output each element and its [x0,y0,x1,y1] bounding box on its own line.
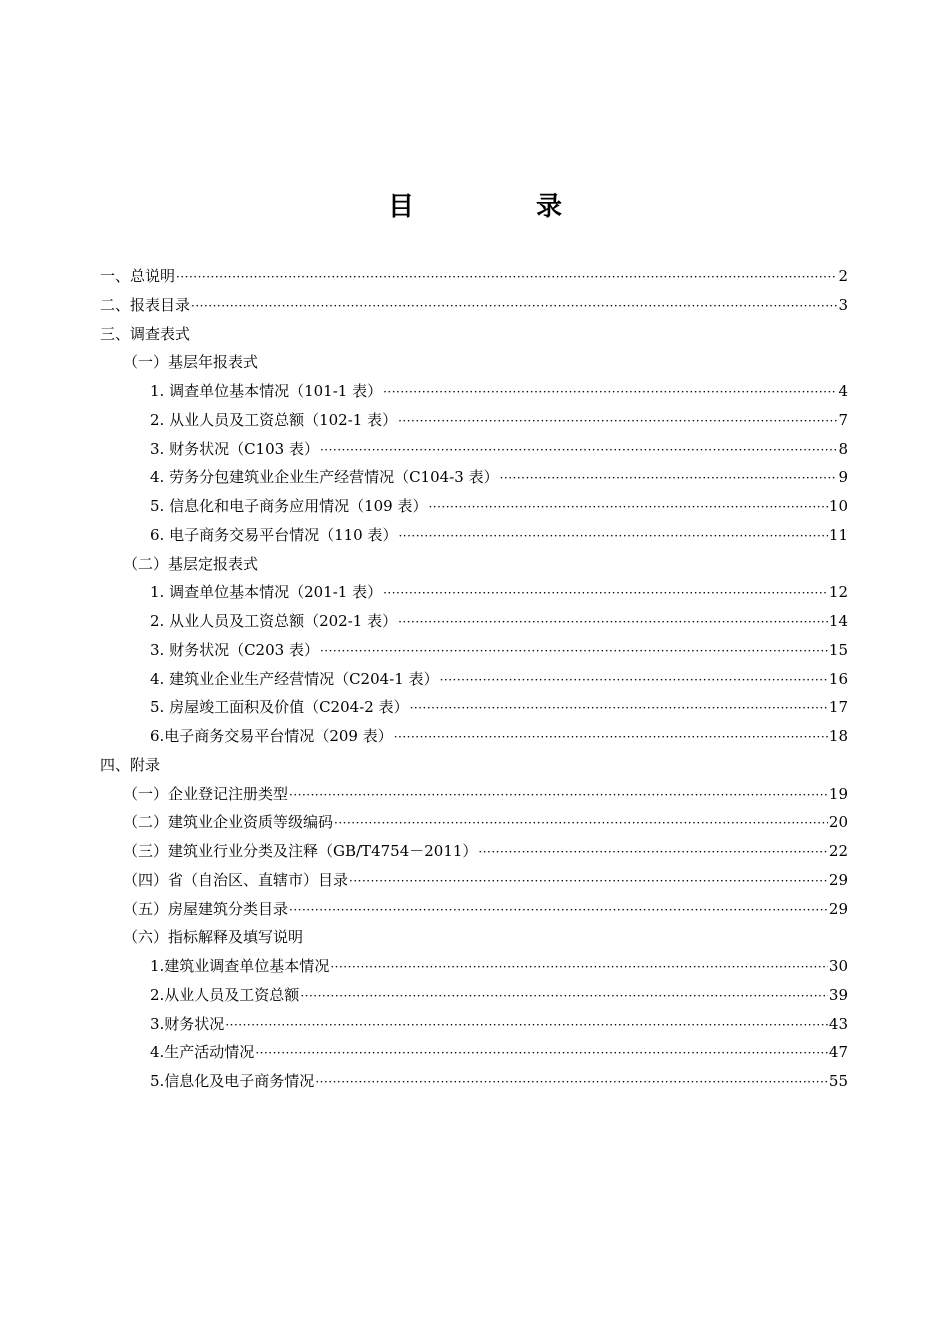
toc-entry-page-number: 9 [838,468,848,487]
toc-leader-dots [289,896,828,925]
toc-leader-dots [440,666,828,695]
toc-entry-text: 4. 劳务分包建筑业企业生产经营情况（C104-3 表） [150,468,499,487]
toc-entry-text: 3. 财务状况（C203 表） [150,640,319,659]
toc-entry[interactable] [100,923,848,952]
toc-entry[interactable] [100,837,848,866]
toc-entry-page-number: 47 [828,1043,848,1062]
toc-entry-page-number: 22 [828,842,848,860]
toc-entry-text: 3.财务状况 [150,1014,225,1033]
toc-leader-dots [255,1039,828,1068]
toc-entry-text: 三、调查表式 [100,324,191,343]
toc-entry[interactable] [100,463,848,492]
toc-entry-text: （三）建筑业行业分类及注释（GB/T4754－2011） [123,842,478,860]
toc-entry-page-number: 29 [828,899,848,918]
toc-entry[interactable] [100,952,848,981]
toc-entry-page-number: 18 [828,727,848,745]
toc-entry-text: 2. 从业人员及工资总额（202-1 表） [150,612,398,630]
toc-leader-dots [289,781,828,810]
toc-entry-text: （二）建筑业企业资质等级编码 [123,813,334,832]
toc-entry-text: 2. 从业人员及工资总额（102-1 表） [150,410,398,429]
toc-entry-text: （六）指标解释及填写说明 [123,928,304,947]
toc-entry[interactable] [100,607,848,636]
toc-entry-page-number: 16 [828,669,848,688]
toc-entry[interactable] [100,1067,848,1096]
toc-entry-text: （四）省（自治区、直辖市）目录 [123,870,349,889]
toc-entry-page-number: 29 [828,870,848,889]
toc-leader-dots [176,263,837,292]
toc-entry[interactable] [100,866,848,895]
toc-leader-dots [349,867,828,896]
toc-entry-text: 4. 建筑业企业生产经营情况（C204-1 表） [150,669,439,688]
toc-entry[interactable] [100,492,848,521]
toc-entry[interactable] [100,320,848,349]
toc-entry-page-number: 2 [838,267,848,285]
toc-entry-page-number: 39 [828,985,848,1004]
toc-entry-page-number: 55 [828,1072,848,1090]
toc-leader-dots [225,1011,828,1040]
toc-entry[interactable] [100,693,848,722]
toc-entry-page-number: 15 [828,640,848,659]
toc-entry[interactable] [100,291,848,320]
toc-leader-dots [398,608,828,637]
toc-entry[interactable] [100,1038,848,1067]
toc-leader-dots [398,522,827,551]
toc-entry-page-number: 19 [828,784,848,803]
toc-entry-page-number: 12 [828,583,848,602]
toc-entry-page-number: 17 [828,698,848,717]
toc-entry[interactable] [100,780,848,809]
toc-leader-dots [191,292,837,321]
toc-leader-dots [478,838,827,867]
toc-entry-text: 5. 房屋竣工面积及价值（C204-2 表） [150,698,409,717]
toc-entry-text: （五）房屋建筑分类目录 [123,899,289,918]
toc-entry-text: 5. 信息化和电子商务应用情况（109 表） [150,497,428,515]
toc-leader-dots [394,723,828,752]
toc-list [100,262,848,1096]
toc-leader-dots [320,436,837,465]
toc-entry[interactable] [100,981,848,1010]
toc-entry[interactable] [100,808,848,837]
toc-leader-dots [383,579,828,608]
toc-entry-text: 一、总说明 [100,267,176,285]
toc-title: 目 录 [387,192,610,222]
toc-entry-page-number: 10 [828,497,848,515]
toc-entry[interactable] [100,550,848,579]
toc-entry-text: 5.信息化及电子商务情况 [150,1072,315,1090]
toc-entry-text: 四、附录 [100,755,161,774]
toc-entry[interactable] [100,665,848,694]
toc-entry[interactable] [100,636,848,665]
toc-entry-page-number: 8 [838,439,848,458]
toc-entry[interactable] [100,895,848,924]
toc-entry-text: 1. 调查单位基本情况（101-1 表） [150,382,383,400]
toc-entry-text: 1. 调查单位基本情况（201-1 表） [150,583,383,602]
toc-entry-page-number: 20 [828,813,848,832]
toc-entry-page-number: 30 [828,957,848,975]
toc-entry-text: 3. 财务状况（C103 表） [150,439,319,458]
toc-entry-text: 6. 电子商务交易平台情况（110 表） [150,525,398,544]
toc-entry-page-number: 14 [828,612,848,630]
toc-entry-text: （一）基层年报表式 [123,353,259,372]
toc-entry-page-number: 11 [828,525,848,544]
toc-entry[interactable] [100,722,848,751]
toc-entry[interactable] [100,406,848,435]
toc-entry-text: （二）基层定报表式 [123,554,259,573]
toc-leader-dots [330,953,828,982]
toc-leader-dots [320,637,828,666]
toc-leader-dots [410,694,828,723]
toc-entry-page-number: 4 [838,382,848,400]
toc-leader-dots [383,378,837,407]
toc-entry-text: 4.生产活动情况 [150,1043,255,1062]
toc-leader-dots [428,493,827,522]
toc-entry-text: 二、报表目录 [100,295,191,314]
toc-entry-text: （一）企业登记注册类型 [123,784,289,803]
toc-entry-text: 1.建筑业调查单位基本情况 [150,957,330,975]
toc-entry[interactable] [100,521,848,550]
toc-entry[interactable] [100,348,848,377]
toc-entry[interactable] [100,1010,848,1039]
toc-entry-page-number: 7 [838,410,848,429]
toc-entry-page-number: 3 [838,295,848,314]
toc-entry[interactable] [100,377,848,406]
toc-leader-dots [300,982,828,1011]
toc-entry[interactable] [100,751,848,780]
toc-entry[interactable] [100,262,848,291]
toc-entry-text: 6.电子商务交易平台情况（209 表） [150,727,393,745]
toc-entry-page-number: 43 [828,1014,848,1033]
toc-entry[interactable] [100,578,848,607]
toc-leader-dots [315,1068,828,1097]
toc-entry-text: 2.从业人员及工资总额 [150,985,300,1004]
toc-leader-dots [334,809,828,838]
toc-leader-dots [500,464,838,493]
toc-entry[interactable] [100,435,848,464]
toc-leader-dots [398,407,837,436]
